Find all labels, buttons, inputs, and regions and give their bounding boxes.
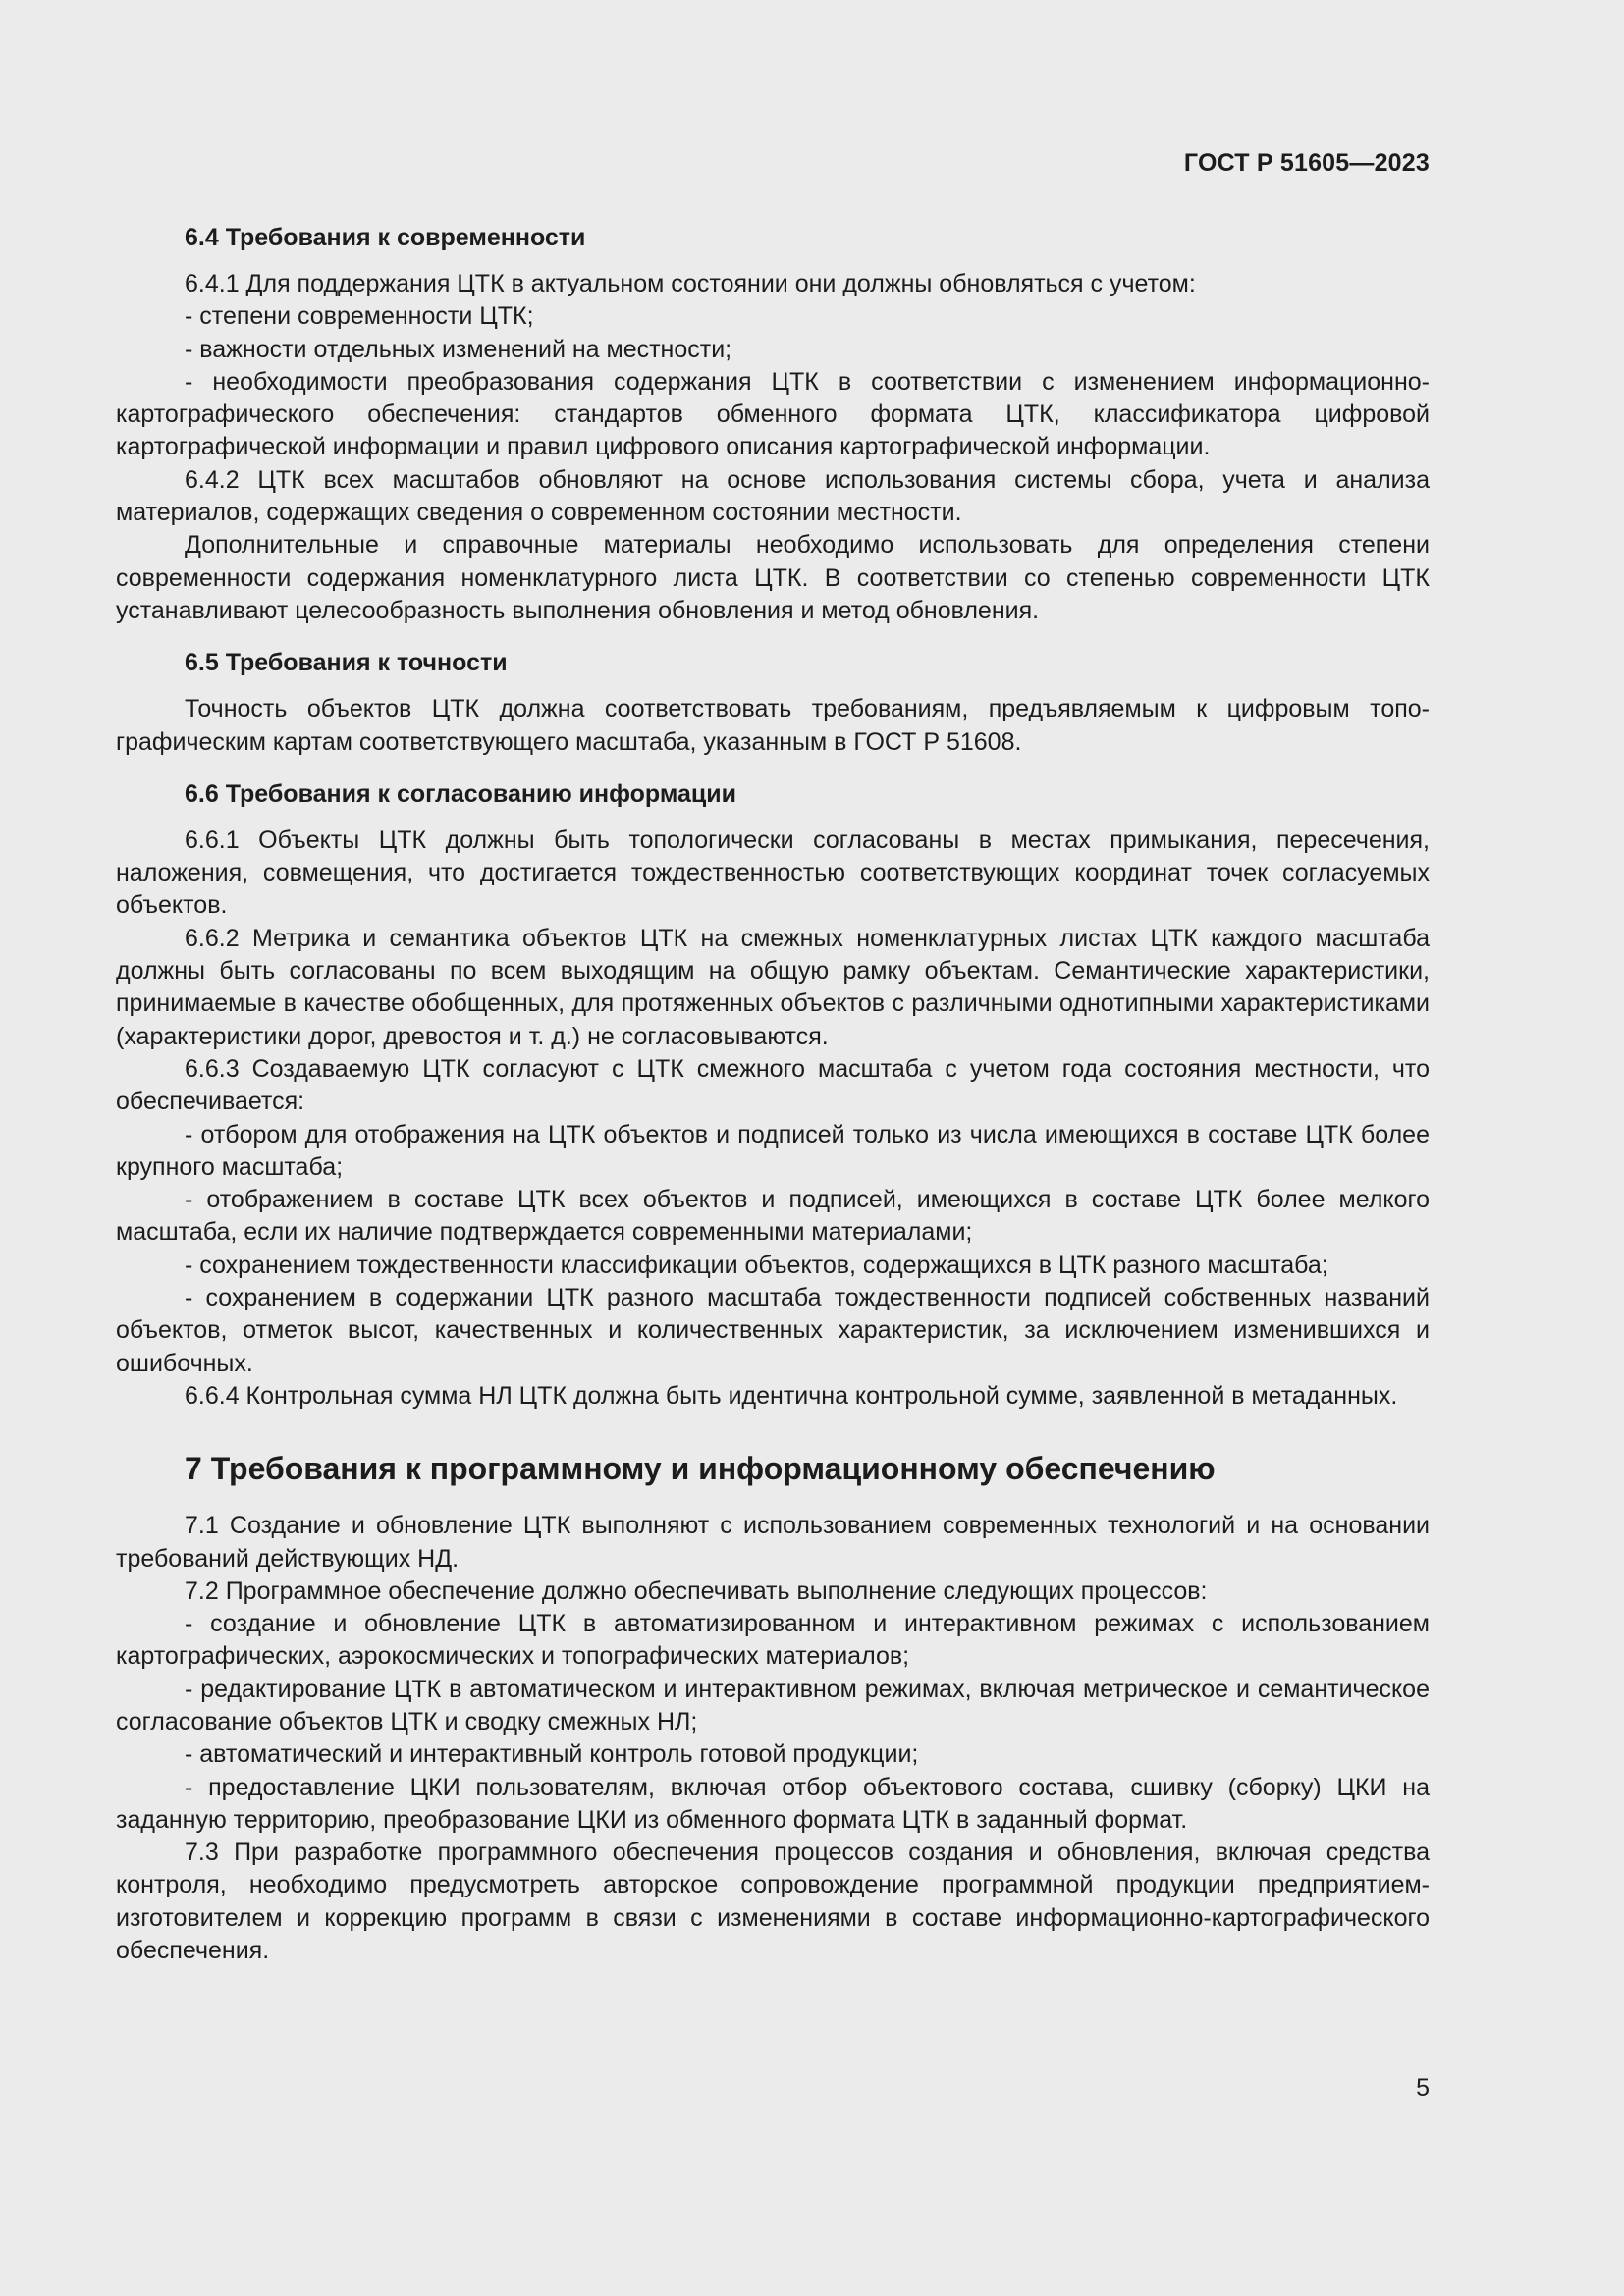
list-item: - предоставление ЦКИ пользователям, включая отбор объектового состава, сшивку (сборку) ЦКИ на заданную территорию, преобразование ЦКИ из обменного формата ЦТК в заданный формат. — [116, 1773, 1430, 1834]
list-item: - отбором для отображения на ЦТК объектов и подписей только из числа имеющихся в составе ЦТК более крупного масштаба; — [116, 1120, 1430, 1181]
list-item: - важности отдельных изменений на местности; — [185, 335, 732, 363]
section-6-4-heading: 6.4 Требования к современности — [185, 224, 586, 251]
paragraph: Дополнительные и справочные материалы необходимо использовать для определения степени современности содержания номенклатурного листа ЦТК. В соответствии со степенью современности ЦТК устанавливают целесообразность выполнения обновления и метод обновления. — [116, 531, 1430, 624]
paragraph-6-4-2: 6.4.2 ЦТК всех масштабов обновляют на основе использования системы сбора, учета и анализа материалов, содержащих сведения о современном состоянии местности. — [116, 465, 1430, 527]
paragraph-6-6-4: 6.6.4 Контрольная сумма НЛ ЦТК должна быть идентична контрольной сумме, заявленной в метаданных. — [185, 1381, 1398, 1410]
section-7-heading: 7 Требования к программному и информационному обеспечению — [185, 1451, 1216, 1487]
page-number: 5 — [1416, 2074, 1430, 2102]
page-content — [116, 222, 1430, 1967]
paragraph-7-2: 7.2 Программное обеспечение должно обеспечивать выполнение следующих процессов: — [185, 1576, 1208, 1605]
paragraph-7-3: 7.3 При разработке программного обеспечения процессов создания и обновления, включая средства контроля, необходимо предусмотреть авторское сопровождение программной продукции предприятием-изготовителем и коррекцию программ в связи с изменениями в составе информационно-картографического обеспечения. — [116, 1839, 1430, 1965]
standard-code: ГОСТ Р 51605—2023 — [1183, 149, 1430, 177]
list-item: - отображением в составе ЦТК всех объектов и подписей, имеющихся в составе ЦТК более мелкого масштаба, если их наличие подтверждается современными материалами; — [116, 1186, 1430, 1247]
paragraph-7-1: 7.1 Создание и обновление ЦТК выполняют с использованием современных технологий и на основании требований действующих НД. — [116, 1512, 1430, 1573]
paragraph-6-6-2: 6.6.2 Метрика и семантика объектов ЦТК на смежных номенклатурных листах ЦТК каждого масштаба должны быть согласованы по всем выходящим на общую рамку объектам. Семантические характеристики, принимаемые в качестве обобщенных, для протяженных объектов с различными однотипными характеристиками (характеристики дорог, древостоя и т. д.) не согласовываются. — [116, 924, 1430, 1050]
paragraph: Точность объектов ЦТК должна соответствовать требованиям, предъявляемым к цифровым топографическим картам соответствующего масштаба, указанным в ГОСТ Р 51608. — [116, 695, 1430, 756]
list-item: - сохранением тождественности классификации объектов, содержащихся в ЦТК разного масштаба; — [185, 1251, 1328, 1279]
paragraph-6-6-3: 6.6.3 Создаваемую ЦТК согласуют с ЦТК смежного масштаба с учетом года состояния местности, что обеспечивается: — [116, 1054, 1430, 1116]
list-item: - сохранением в содержании ЦТК разного масштаба тождественности подписей собственных названий объектов, отметок высот, качественных и количественных характеристик, за исключением изменившихся и ошибочных. — [116, 1284, 1430, 1377]
list-item: - автоматический и интерактивный контроль готовой продукции; — [185, 1740, 919, 1769]
paragraph-6-6-1: 6.6.1 Объекты ЦТК должны быть топологически согласованы в местах примыкания, пересечения, наложения, совмещения, что достигается тождественностью соответствующих координат точек согласуемых объектов. — [116, 826, 1430, 920]
section-6-6-heading: 6.6 Требования к согласованию информации — [185, 779, 737, 808]
list-item: - создание и обновление ЦТК в автоматизированном и интерактивном режимах с использованием картографических, аэрокосмических и топографических материалов; — [116, 1610, 1430, 1671]
list-item: - необходимости преобразования содержания ЦТК в соответствии с изменением информационно-картографического обеспечения: стандартов обменного формата ЦТК, классификатора цифровой картографической информации и правил цифрового описания картографической информации. — [116, 367, 1430, 461]
list-item: - редактирование ЦТК в автоматическом и интерактивном режимах, включая метрическое и семантическое согласование объектов ЦТК и сводку смежных НЛ; — [116, 1675, 1430, 1735]
list-item: - степени современности ЦТК; — [185, 302, 534, 331]
section-6-5-heading: 6.5 Требования к точности — [185, 649, 508, 677]
paragraph-6-4-1: 6.4.1 Для поддержания ЦТК в актуальном состоянии они должны обновляться с учетом: — [185, 270, 1196, 297]
